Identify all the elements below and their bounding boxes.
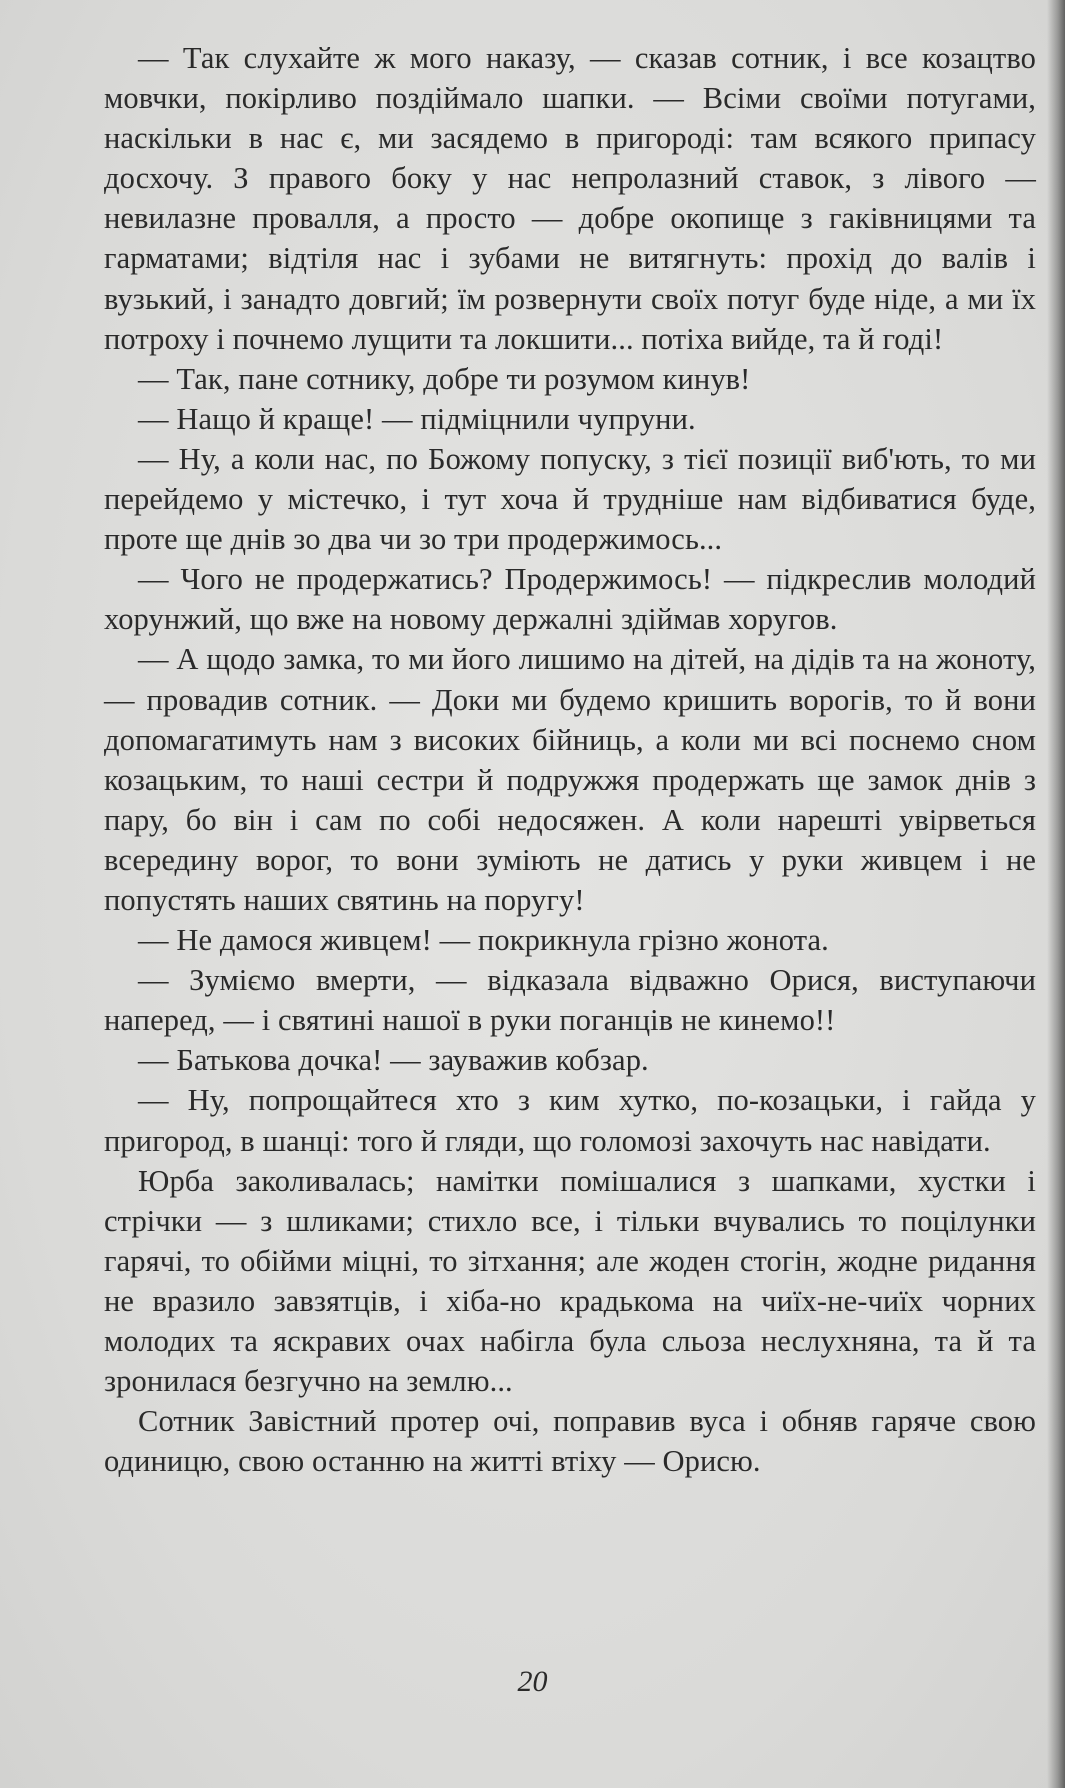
paragraph-9: — Батькова дочка! — зауважив кобзар. xyxy=(138,1043,649,1078)
paragraph-1: — Так слухайте ж мого наказу, — сказав сотник, і все козацтво мовчки, покірливо поздіймало шапки. — Всіми своїми потугами, наскільки в нас є, ми засядемо в пригороді: там всякого припасу досхочу. З правого боку у нас непролазний ставок, з лівого — невилазне провалля, а просто — добре окопище з гаківницями та гарматами; відтіля нас і зубами не витягнуть: прохід до валів і вузький, і занадто довгий; їм розвернути своїх потуг буде ніде, а ми їх потроху і почнемо лущити та локшити... потіха вийде, та й годі! xyxy=(104,41,1036,356)
page-edge-shadow xyxy=(1047,0,1065,1788)
paragraph-3: — Нащо й краще! — підміцнили чупруни. xyxy=(138,401,696,436)
paragraph-11: Юрба заколивалась; намітки помішалися з шапками, хустки і стрічки — з шликами; стихло все, і тільки вчувались то поцілунки гарячі, то обійми міцні, то зітхання; але жоден стогін, жодне ридання не вразило завзятців, і хіба-но крадькома на чиїх-не-чиїх чорних молодих та яскравих очах набігла була сльоза неслухняна, та й та зронилася безгучно на землю... xyxy=(104,1163,1036,1399)
body-text xyxy=(104,38,1036,1481)
paragraph-12: Сотник Завістний протер очі, поправив вуса і обняв гаряче свою одиницю, свою останню на житті втіху — Орисю. xyxy=(104,1404,1036,1479)
paragraph-2: — Так, пане сотнику, добре ти розумом кинув! xyxy=(138,361,751,396)
page-number: 20 xyxy=(517,1665,548,1698)
paragraph-10: — Ну, попрощайтеся хто з ким хутко, по-козацьки, і гайда у пригород, в шанці: того й гляди, що голомозі захочуть нас навідати. xyxy=(104,1083,1036,1158)
paragraph-4: — Ну, а коли нас, по Божому попуску, з тієї позиції виб'ють, то ми перейдемо у містечко, і тут хоча й трудніше нам відбиватися буде, проте ще днів зо два чи зо три продержимось... xyxy=(104,441,1036,557)
paragraph-5: — Чого не продержатись? Продержимось! — підкреслив молодий хорунжий, що вже на новому держалні здіймав хоругов. xyxy=(104,562,1036,637)
paragraph-7: — Не дамося живцем! — покрикнула грізно жонота. xyxy=(138,923,829,958)
paragraph-6: — А щодо замка, то ми його лишимо на дітей, на дідів та на жоноту, — провадив сотник. — Доки ми будемо кришить ворогів, то й вони допомагатимуть нам з високих бійниць, а коли ми всі поснемо сном козацьким, то наші сестри й подружжя продержать ще замок днів з пару, бо він і сам по собі недосяжен. А коли нарешті увірветься всередину ворог, то вони зуміють не датись у руки живцем і не попустять наших святинь на поругу! xyxy=(104,642,1036,917)
paragraph-8: — Зуміємо вмерти, — відказала відважно Орися, виступаючи наперед, — і святині нашої в руки поганців не кинемо!! xyxy=(104,963,1036,1038)
